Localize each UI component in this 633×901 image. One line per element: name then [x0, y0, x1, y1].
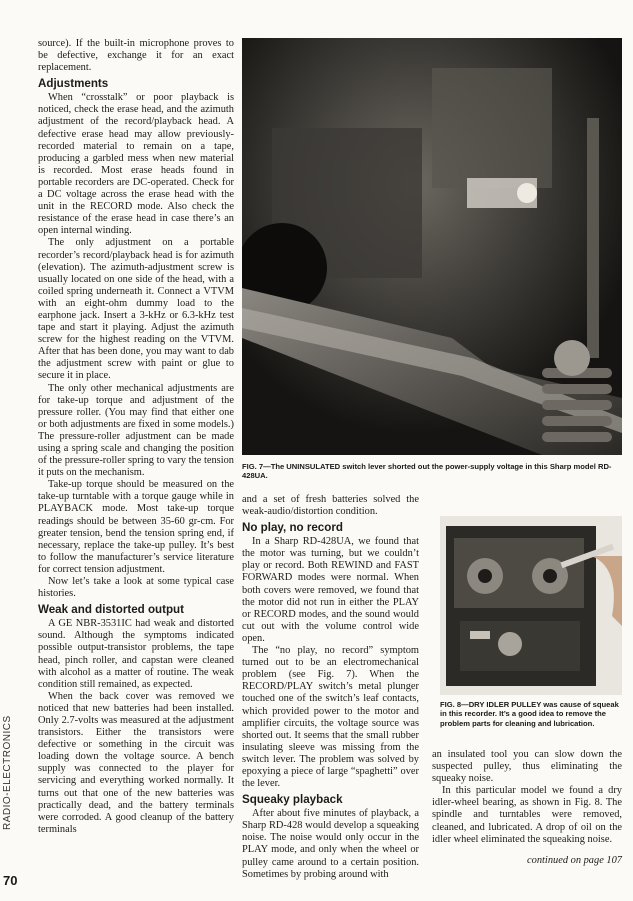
magazine-side-label: RADIO-ELECTRONICS: [2, 715, 13, 830]
paragraph: When “crosstalk” or poor playback is noticed, check the erase head, and the azimuth adjustment of the record/playback head. A defective erase head may allow previously-recorded material to remain on a tape, producing a garbled mess when new material is recorded. Most erase heads found in portable recorders are DC-operated. Check for a DC voltage across the erase head with the unit in the RECORD mode. Also check the resistance of the erase head in case there’s an open internal winding.: [38, 92, 234, 237]
figure-7-caption: FIG. 7—The UNINSULATED switch lever shorted out the power-supply voltage in this Sharp model RD-428UA.: [242, 462, 612, 481]
figure-8-caption: FIG. 8—DRY IDLER PULLEY was cause of squeak in this recorder. It’s a good idea to remove the problem parts for cleaning and lubrication.: [440, 700, 619, 728]
paragraph: In a Sharp RD-428UA, we found that the motor was turning, but we couldn’t play or record. Both REWIND and FAST FORWARD modes were normal. When both covers were removed, we found that the motor did not run in either the PLAY or RECORD modes, and the sound would cut out with the volume control wide open.: [242, 536, 419, 644]
paragraph: The only other mechanical adjustments are for take-up torque and adjustment of the pressure roller. (You may find that either one or both adjustments are fixed in some models.) The pressure-roller adjustment can be made using a spring scale and changing the position of the pressure-roller spring to vary the tension it puts on the mechanism.: [38, 382, 234, 479]
heading-weak-output: Weak and distorted output: [38, 603, 184, 617]
heading-no-play-no-record: No play, no record: [242, 521, 343, 535]
heading-squeaky-playback: Squeaky playback: [242, 793, 343, 807]
paragraph: an insulated tool you can slow down the suspected pulley, thus eliminating the squeaky noise.: [432, 749, 622, 785]
paragraph: The only adjustment on a portable recorder’s record/playback head is for azimuth (elevation). The azimuth-adjustment screw is usually located on one side of the head, with a coiled spring underneath it. Connect a VTVM with an eight-ohm dummy load to the earphone jack. Insert a 3-kHz or 6.3-kHz test tape and start it playing. Adjust the azimuth screw for the highest reading on the VTVM. After that has been done, you may want to dab the adjustment screw with paint or glue to secure it in place.: [38, 237, 234, 382]
paragraph: In this particular model we found a dry idler-wheel bearing, as shown in Fig. 8. The spindle and turntables were removed, cleaned, and lubricated. A drop of oil on the idler wheel eliminated the squeaking noise.: [432, 785, 622, 845]
continued-note: continued on page 107: [527, 855, 622, 866]
paragraph: A GE NBR-3531IC had weak and distorted sound. Although the symptoms indicated possible output-transistor problems, the tape head, pinch roller, and capstan were cleaned with alcohol as a matter of routine. The weak condition still remained, as expected.: [38, 618, 234, 690]
figure-7-photo: [242, 38, 622, 455]
paragraph: Now let’s take a look at some typical case histories.: [38, 576, 234, 600]
paragraph: and a set of fresh batteries solved the weak-audio/distortion condition.: [242, 494, 419, 518]
paragraph: When the back cover was removed we noticed that new batteries had been installed. Only 2.7-volts was measured at the adjustment transistors. Either the transistors were defective or something in the circuit was loading down the voltage source. A bench supply was connected to the player for servicing and everything worked normally. It turns out that one of the new batteries was practically dead, and the battery terminals were corroded. A good cleanup of the battery terminals: [38, 690, 234, 835]
paragraph: After about five minutes of playback, a Sharp RD-428 would develop a squeaking noise. The noise would only occur in the PLAY mode, and only when the wheel or pulley came around to a certain position. Sometimes by probing around with: [242, 808, 419, 880]
figure-8-photo: [440, 516, 622, 695]
paragraph: The “no play, no record” symptom turned out to be an electromechanical problem (see Fig. 7). When the RECORD/PLAY switch’s metal plunger touched one of the switch’s leaf contacts, which provided power to the motor and amplifier circuits, the voltage source was shorted out. It seems that the small rubber insulating sleeve was missing from the switch lever. The problem was solved by epoxying a piece of large “spaghetti” over the lever.: [242, 645, 419, 790]
right-column: [432, 749, 622, 846]
paragraph: Take-up torque should be measured on the take-up turntable with a torque gauge while in PLAYBACK mode. Most take-up torque readings should be between 35-60 gr-cm. For greater tension, bend the tension spring end, if necessary, replace the take-up pulley. It’s best to follow the manufacturer’s service literature for correct tension adjustment.: [38, 479, 234, 575]
page-number: 70: [3, 873, 18, 888]
left-column: [38, 38, 234, 836]
intro-paragraph: source). If the built-in microphone proves to be defective, exchange it for an exact replacement.: [38, 38, 234, 74]
middle-column: [242, 494, 419, 881]
heading-adjustments: Adjustments: [38, 77, 109, 91]
